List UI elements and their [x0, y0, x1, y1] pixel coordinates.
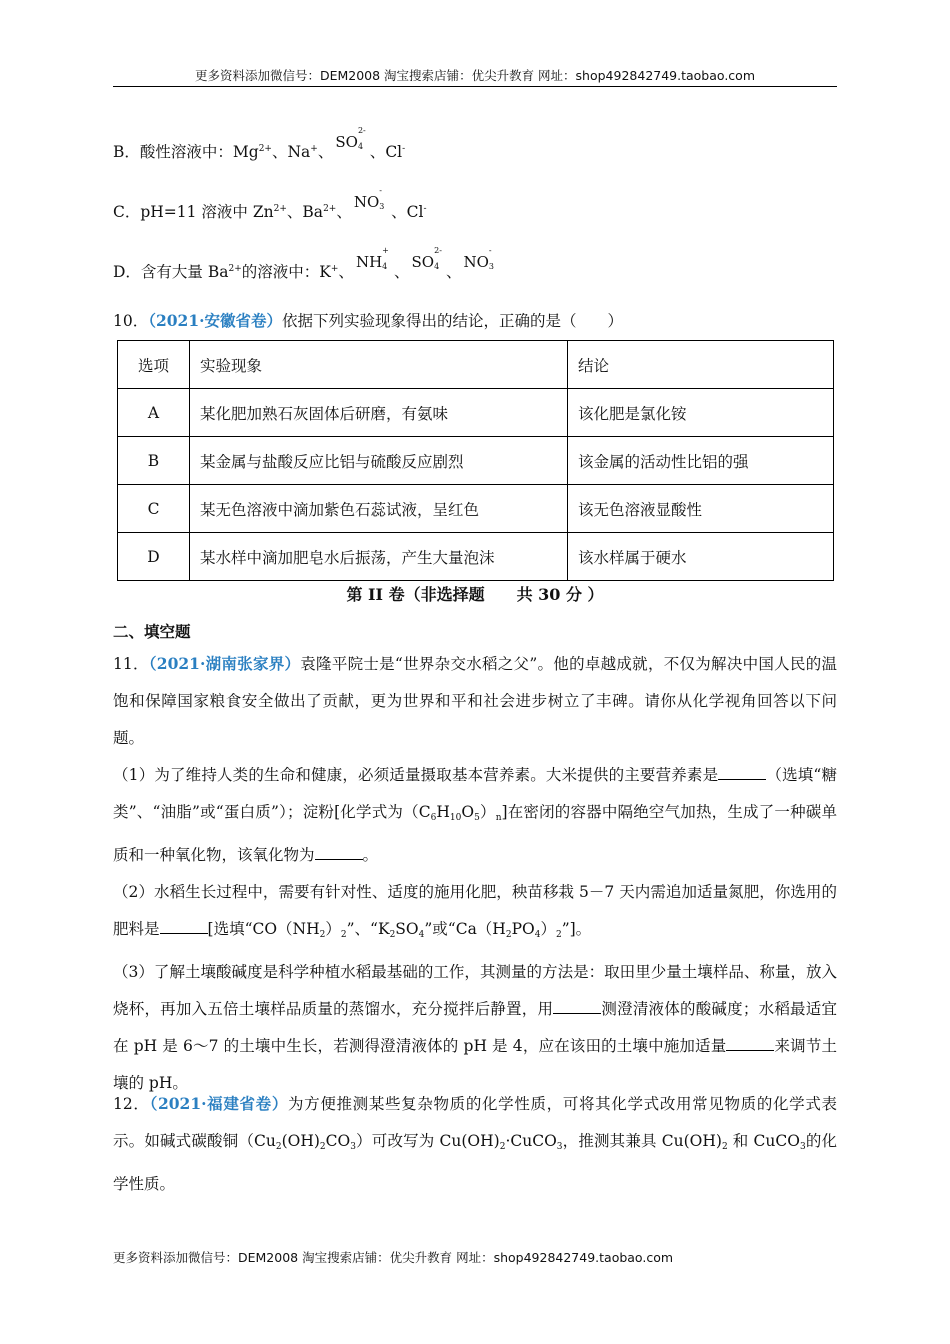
option-c: C．pH=11 溶液中 $Zn^{2+}$、$Ba^{2+}$、NO - 3 、Cl-: [113, 186, 427, 221]
table-row: [118, 533, 834, 581]
sulfate-ion: SO 2- 4: [411, 246, 442, 271]
sulfate-ion: SO 2- 4: [335, 126, 366, 151]
table-cell: 某无色溶液中滴加紫色石蕊试液，呈红色: [190, 485, 568, 533]
answer-blank: [315, 845, 363, 860]
table-cell: 该化肥是氯化铵: [568, 389, 834, 437]
section-title: 第 II 卷（非选择题 共 30 分 ）: [346, 585, 604, 604]
source-tag: （2021·福建省卷）: [149, 1094, 289, 1113]
table-cell: 该水样属于硬水: [568, 533, 834, 581]
table-header-row: [118, 341, 834, 389]
table-cell: A: [118, 389, 190, 437]
table-row: [118, 437, 834, 485]
option-d: D．含有大量 $Ba^{2+}$的溶液中：K+、NH + 4 、SO 2- 4 、NO - 3: [113, 246, 495, 281]
page-footer: 更多资料添加微信号：DEM2008 淘宝搜索店铺：优尖升教育 网址：shop492842749.taobao.com: [113, 1250, 674, 1265]
page-header: 更多资料添加微信号：DEM2008 淘宝搜索店铺：优尖升教育 网址：shop492842749.taobao.com: [194, 68, 756, 83]
table-cell: 某水样中滴加肥皂水后振荡，产生大量泡沫: [190, 533, 568, 581]
answer-blank: [553, 999, 601, 1014]
answer-blank: [160, 919, 208, 934]
answer-blank: [718, 765, 766, 780]
question-10: 10．（2021·安徽省卷）依据下列实验现象得出的结论，正确的是（ ）: [113, 311, 624, 330]
ammonium-ion: NH + 4: [355, 246, 389, 271]
q11-part-1: （1）为了维持人类的生命和健康，必须适量摄取基本营养素。大米提供的主要营养素是 （选填“糖类”、“油脂”或“蛋白质”）；淀粉[化学式为$(C_6H_{10}O_5)_n$]在密闭的容器中隔绝空气加热，生成了一种碳单质和一种氧化物，该氧化物为 。: [113, 766, 837, 864]
header-cell: 实验现象: [190, 341, 568, 389]
nitrate-ion: NO - 3: [353, 186, 385, 211]
question-12: 12．（2021·福建省卷）为方便推测某些复杂物质的化学性质，可将其化学式改用常见物质的化学式表示。如碱式碳酸铜$(Cu_2(OH)_2CO_3)$可改写为 $Cu(OH)_2\cdot CuCO_3$，推测其兼具 $Cu(OH)_2$ 和 CuCO$_3$的化学性质。: [113, 1094, 838, 1193]
table-cell: C: [118, 485, 190, 533]
table-cell: 某金属与盐酸反应比铝与硫酸反应剧烈: [190, 437, 568, 485]
nitrate-ion: NO - 3: [463, 246, 495, 271]
q11-part-2: （2）水稻生长过程中，需要有针对性、适度的施用化肥，秧苗移栽 5－7 天内需追加适量氮肥，你选用的肥料是 [选填“$CO(NH_2)_2$”、“$K_2SO_4$”或“$Ca(H_2PO_4)_2$”]。: [113, 883, 837, 940]
results-table: [117, 340, 834, 581]
answer-blank: [726, 1036, 774, 1051]
table-cell: 某化肥加熟石灰固体后研磨，有氨味: [190, 389, 568, 437]
table-cell: 该金属的活动性比铝的强: [568, 437, 834, 485]
source-tag: （2021·湖南张家界）: [148, 654, 301, 673]
q11-part-3: （3）了解土壤酸碱度是科学种植水稻最基础的工作，其测量的方法是：取田里少量土壤样品、称量，放入烧杯，再加入五倍土壤样品质量的蒸馏水，充分搅拌后静置，用 测澄清液体的酸碱度；水稻最适宜在 pH 是 6～7 的土壤中生长，若测得澄清液体的 pH 是 4，应在该田的土壤中施加适量 来调节土壤的 pH。: [113, 963, 837, 1092]
table-cell: 该无色溶液显酸性: [568, 485, 834, 533]
header-cell: 结论: [568, 341, 834, 389]
header-rule: [113, 86, 837, 87]
header-cell: 选项: [118, 341, 190, 389]
table-cell: D: [118, 533, 190, 581]
table-cell: B: [118, 437, 190, 485]
table-row: [118, 485, 834, 533]
question-11: [113, 645, 837, 1102]
table-row: [118, 389, 834, 437]
q11-intro: 11．（2021·湖南张家界）袁隆平院士是“世界杂交水稻之父”。他的卓越成就，不仅为解决中国人民的温饱和保障国家粮食安全做出了贡献，更为世界和平和社会进步树立了丰碑。请你从化学视角回答以下问题。: [113, 654, 837, 747]
part-title: 二、填空题: [113, 622, 191, 641]
option-b: B．酸性溶液中：$Mg^{2+}$、Na+、SO 2- 4 、Cl-: [113, 126, 406, 161]
source-tag: （2021·安徽省卷）: [148, 311, 283, 330]
